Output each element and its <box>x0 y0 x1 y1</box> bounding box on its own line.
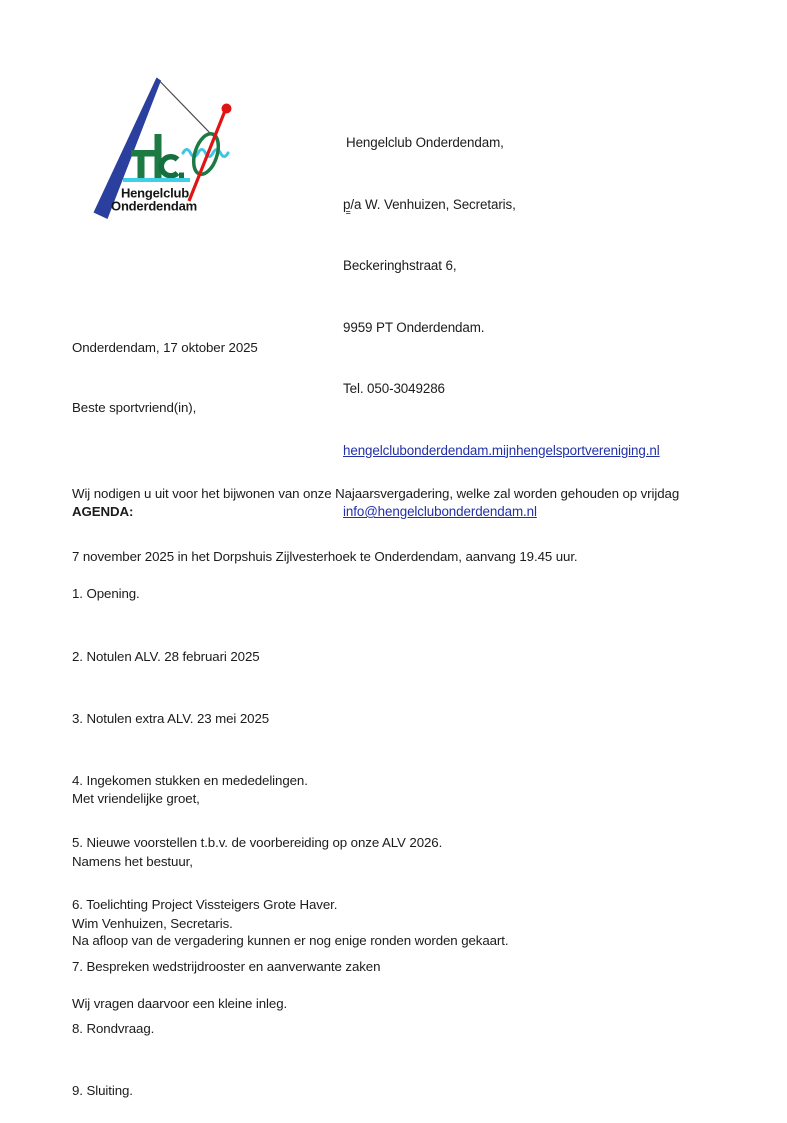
closing-line: Met vriendelijke groet, <box>72 791 200 807</box>
fishing-line-icon <box>157 79 210 134</box>
contact-care-of <box>343 195 660 216</box>
logo-underline <box>123 178 190 182</box>
email-link[interactable]: info@hengelclubonderdendam.nl <box>343 504 537 519</box>
agenda-item: 9. Sluiting. <box>72 1083 133 1099</box>
agenda-item: 1. Opening. <box>72 586 140 602</box>
date-line: Onderdendam, 17 oktober 2025 <box>72 340 258 355</box>
website-link[interactable]: hengelclubonderdendam.mijnhengelsportvereniging.nl <box>343 442 660 458</box>
intro-line: 7 november 2025 in het Dorpshuis Zijlvesterhoek te Onderdendam, aanvang 19.45 uur. <box>72 548 578 564</box>
contact-street: Beckeringhstraat 6, <box>343 258 457 273</box>
agenda-item: 5. Nieuwe voorstellen t.b.v. de voorbereiding op onze ALV 2026. <box>72 834 443 850</box>
agenda-item: 3. Notulen extra ALV. 23 mei 2025 <box>72 710 270 726</box>
agenda-item: 8. Rondvraag. <box>72 1021 155 1037</box>
agenda-item: 2. Notulen ALV. 28 februari 2025 <box>72 648 260 664</box>
logo-name-line1: Hengelclub <box>120 185 190 201</box>
contact-org: Hengelclub Onderdendam, <box>346 135 504 150</box>
monogram-c-icon <box>161 157 184 178</box>
salutation: Beste sportvriend(in), <box>72 400 197 415</box>
grammar-marked-letter: p <box>343 196 351 212</box>
agenda-item: 7. Bespreken wedstrijdrooster en aanverwante zaken <box>72 959 381 975</box>
closing-line: Wim Venhuizen, Secretaris. <box>72 915 233 931</box>
agenda-heading: AGENDA: <box>72 504 134 519</box>
float-tip-icon <box>222 104 232 114</box>
postscript-line: Na afloop van de vergadering kunnen er nog enige ronden worden gekaart. <box>72 933 509 949</box>
postscript-line: Wij vragen daarvoor een kleine inleg. <box>72 995 288 1011</box>
agenda-item: 4. Ingekomen stukken en mededelingen. <box>72 772 308 788</box>
contact-city: 9959 PT Onderdendam. <box>343 319 485 335</box>
club-logo <box>88 70 253 235</box>
agenda-item: 6. Toelichting Project Vissteigers Grote Haver. <box>72 896 338 912</box>
contact-care-of-rest: /a W. Venhuizen, Secretaris, <box>350 196 516 212</box>
intro-line: Wij nodigen u uit voor het bijwonen van onze Najaarsvergadering, welke zal worden gehouden op vrijdag <box>72 486 680 502</box>
logo-name-line2: Onderdendam <box>111 198 197 214</box>
postscript-block <box>72 890 508 1035</box>
closing-line: Namens het bestuur, <box>72 853 193 869</box>
contact-phone: Tel. 050-3049286 <box>343 381 445 396</box>
